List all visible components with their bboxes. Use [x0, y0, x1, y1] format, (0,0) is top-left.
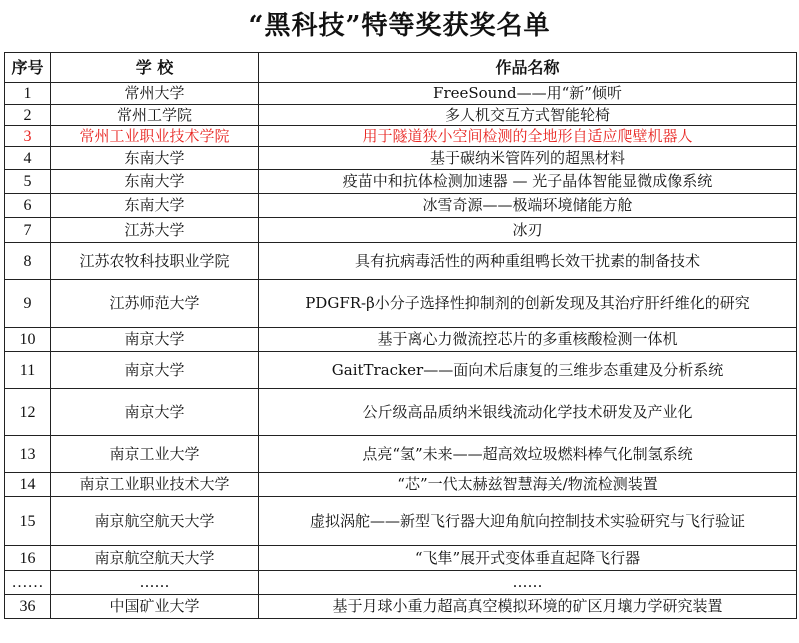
- row-work: 虚拟涡舵——新型飞行器大迎角航向控制技术实验研究与飞行验证: [259, 497, 797, 546]
- row-school: 东南大学: [51, 194, 259, 218]
- row-work: 多人机交互方式智能轮椅: [259, 105, 797, 126]
- row-index: 8: [5, 243, 51, 280]
- row-school: 常州工业职业技术学院: [51, 126, 259, 147]
- row-school: 中国矿业大学: [51, 595, 259, 619]
- row-school: 常州大学: [51, 83, 259, 105]
- table-row: [5, 352, 797, 389]
- row-work: PDGFR-β小分子选择性抑制剂的创新发现及其治疗肝纤维化的研究: [259, 280, 797, 328]
- page-title: “黑科技”特等奖获奖名单: [248, 11, 551, 41]
- row-index: 3: [5, 126, 51, 147]
- table-row: [5, 546, 797, 571]
- row-school: 南京工业职业技术大学: [51, 473, 259, 497]
- row-index: 12: [5, 389, 51, 436]
- row-school: 江苏大学: [51, 218, 259, 243]
- table-row: [5, 595, 797, 619]
- row-work: 公斤级高品质纳米银线流动化学技术研发及产业化: [259, 389, 797, 436]
- row-work: 具有抗病毒活性的两种重组鸭长效干扰素的制备技术: [259, 243, 797, 280]
- row-work: “飞隼”展开式变体垂直起降飞行器: [259, 546, 797, 571]
- header-work: 作品名称: [259, 53, 797, 83]
- row-work: FreeSound——用“新”倾听: [259, 83, 797, 105]
- table-row: [5, 473, 797, 497]
- row-school: ……: [51, 571, 259, 595]
- row-school: 江苏农牧科技职业学院: [51, 243, 259, 280]
- row-index: 9: [5, 280, 51, 328]
- row-index: ……: [5, 571, 51, 595]
- row-work: 用于隧道狭小空间检测的全地形自适应爬壁机器人: [259, 126, 797, 147]
- table-row: [5, 328, 797, 352]
- award-table: [4, 52, 797, 619]
- row-work: 冰雪奇源——极端环境储能方舱: [259, 194, 797, 218]
- row-school: 南京大学: [51, 389, 259, 436]
- row-index: 16: [5, 546, 51, 571]
- row-school: 南京大学: [51, 328, 259, 352]
- table-row: [5, 147, 797, 170]
- row-index: 2: [5, 105, 51, 126]
- row-index: 1: [5, 83, 51, 105]
- row-work: GaitTracker——面向术后康复的三维步态重建及分析系统: [259, 352, 797, 389]
- row-index: 6: [5, 194, 51, 218]
- row-index: 11: [5, 352, 51, 389]
- row-work: 冰刃: [259, 218, 797, 243]
- row-school: 东南大学: [51, 147, 259, 170]
- row-work: 基于碳纳米管阵列的超黑材料: [259, 147, 797, 170]
- row-index: 36: [5, 595, 51, 619]
- row-work: 基于月球小重力超高真空模拟环境的矿区月壤力学研究装置: [259, 595, 797, 619]
- row-index: 5: [5, 170, 51, 194]
- row-index: 7: [5, 218, 51, 243]
- row-school: 南京航空航天大学: [51, 497, 259, 546]
- table-row-highlighted: [5, 126, 797, 147]
- row-school: 常州工学院: [51, 105, 259, 126]
- table-row: [5, 218, 797, 243]
- table-row: [5, 170, 797, 194]
- row-school: 南京大学: [51, 352, 259, 389]
- row-school: 江苏师范大学: [51, 280, 259, 328]
- table-header-row: [5, 53, 797, 83]
- row-index: 4: [5, 147, 51, 170]
- row-work: 基于离心力微流控芯片的多重核酸检测一体机: [259, 328, 797, 352]
- table-row: [5, 280, 797, 328]
- table-row-ellipsis: [5, 571, 797, 595]
- table-row: [5, 83, 797, 105]
- row-school: 南京工业大学: [51, 436, 259, 473]
- row-index: 14: [5, 473, 51, 497]
- row-index: 15: [5, 497, 51, 546]
- header-index: 序号: [5, 53, 51, 83]
- table-row: [5, 105, 797, 126]
- table-row: [5, 243, 797, 280]
- row-index: 10: [5, 328, 51, 352]
- table-row: [5, 194, 797, 218]
- header-school: 学 校: [51, 53, 259, 83]
- table-row: [5, 389, 797, 436]
- row-work: “芯”一代太赫兹智慧海关/物流检测装置: [259, 473, 797, 497]
- row-work: 疫苗中和抗体检测加速器 — 光子晶体智能显微成像系统: [259, 170, 797, 194]
- row-work: 点亮“氢”未来——超高效垃圾燃料棒气化制氢系统: [259, 436, 797, 473]
- row-school: 东南大学: [51, 170, 259, 194]
- row-school: 南京航空航天大学: [51, 546, 259, 571]
- row-index: 13: [5, 436, 51, 473]
- row-work: ……: [259, 571, 797, 595]
- table-row: [5, 436, 797, 473]
- table-row: [5, 497, 797, 546]
